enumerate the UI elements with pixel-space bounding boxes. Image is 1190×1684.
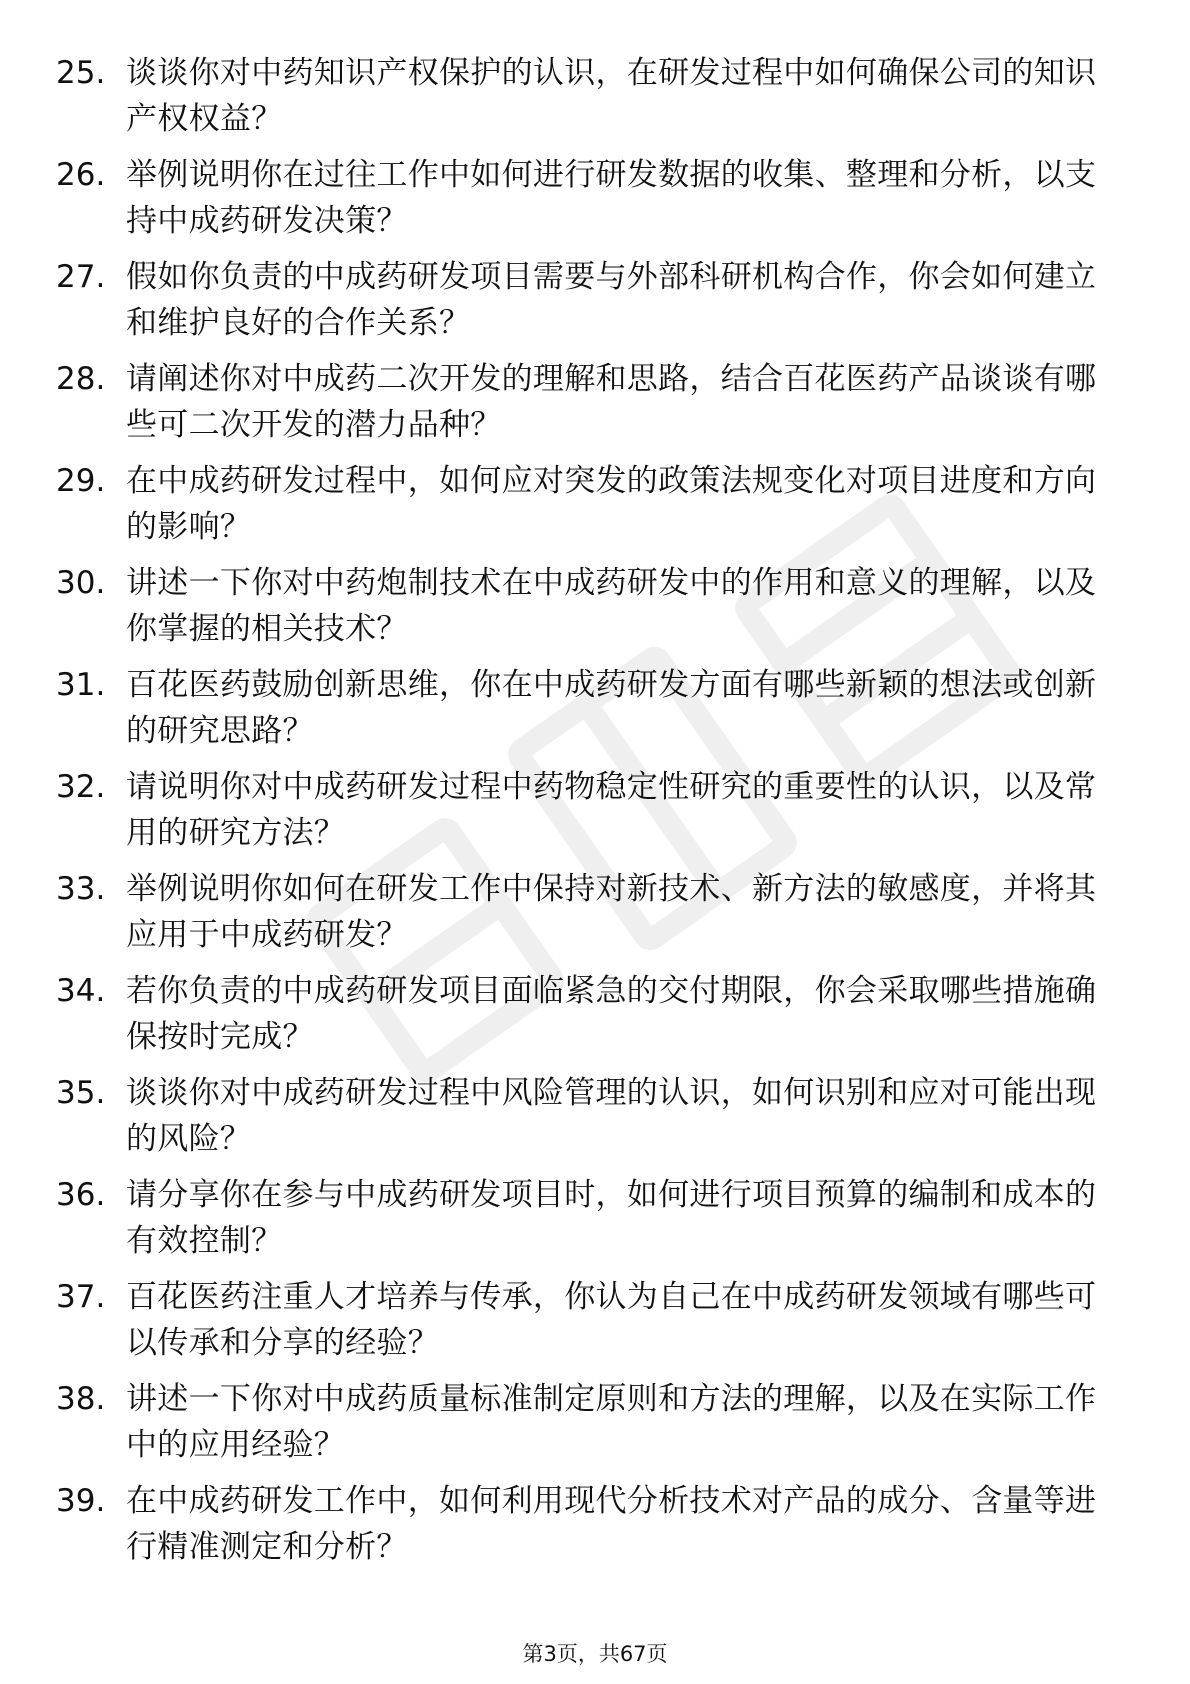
- question-number: 28.: [56, 361, 106, 397]
- question-item: [0, 254, 1190, 356]
- question-number: 38.: [56, 1381, 106, 1417]
- question-text: 讲述一下你对中成药质量标准制定原则和方法的理解，以及在实际工作中的应用经验？: [126, 1381, 1097, 1463]
- question-text: 讲述一下你对中药炮制技术在中成药研发中的作用和意义的理解，以及你掌握的相关技术？: [126, 565, 1097, 647]
- question-text: 在中成药研发工作中，如何利用现代分析技术对产品的成分、含量等进行精准测定和分析？: [126, 1483, 1097, 1565]
- page-footer: 第3页，共67页: [522, 1642, 668, 1666]
- question-item: [0, 1376, 1190, 1478]
- question-item: [0, 764, 1190, 866]
- question-text: 假如你负责的中成药研发项目需要与外部科研机构合作，你会如何建立和维护良好的合作关系？: [126, 259, 1097, 341]
- question-number: 26.: [56, 157, 106, 193]
- question-text: 举例说明你如何在研发工作中保持对新技术、新方法的敏感度，并将其应用于中成药研发？: [126, 871, 1097, 953]
- question-item: [0, 458, 1190, 560]
- question-text: 若你负责的中成药研发项目面临紧急的交付期限，你会采取哪些措施确保按时完成？: [126, 973, 1097, 1055]
- question-number: 35.: [56, 1075, 106, 1111]
- question-number: 37.: [56, 1279, 106, 1315]
- question-number: 33.: [56, 871, 106, 907]
- question-item: [0, 152, 1190, 254]
- question-number: 30.: [56, 565, 106, 601]
- question-item: [0, 50, 1190, 152]
- question-number: 25.: [56, 55, 106, 91]
- question-text: 谈谈你对中药知识产权保护的认识，在研发过程中如何确保公司的知识产权权益？: [126, 55, 1097, 137]
- question-text: 请分享你在参与中成药研发项目时，如何进行项目预算的编制和成本的有效控制？: [126, 1177, 1097, 1259]
- question-text: 在中成药研发过程中，如何应对突发的政策法规变化对项目进度和方向的影响？: [126, 463, 1097, 545]
- question-text: 百花医药鼓励创新思维，你在中成药研发方面有哪些新颖的想法或创新的研究思路？: [126, 667, 1097, 749]
- question-number: 39.: [56, 1483, 106, 1519]
- question-item: [0, 1070, 1190, 1172]
- question-item: [0, 866, 1190, 968]
- question-number: 29.: [56, 463, 106, 499]
- question-list: [0, 50, 1190, 1580]
- question-text: 请阐述你对中成药二次开发的理解和思路，结合百花医药产品谈谈有哪些可二次开发的潜力品种？: [126, 361, 1097, 443]
- question-number: 31.: [56, 667, 106, 703]
- question-item: [0, 1478, 1190, 1580]
- question-number: 27.: [56, 259, 106, 295]
- question-item: [0, 560, 1190, 662]
- question-item: [0, 1274, 1190, 1376]
- question-number: 36.: [56, 1177, 106, 1213]
- question-item: [0, 1172, 1190, 1274]
- question-number: 32.: [56, 769, 106, 805]
- question-item: [0, 968, 1190, 1070]
- question-item: [0, 662, 1190, 764]
- question-text: 请说明你对中成药研发过程中药物稳定性研究的重要性的认识，以及常用的研究方法？: [126, 769, 1097, 851]
- question-text: 谈谈你对中成药研发过程中风险管理的认识，如何识别和应对可能出现的风险？: [126, 1075, 1097, 1157]
- question-item: [0, 356, 1190, 458]
- question-text: 百花医药注重人才培养与传承，你认为自己在中成药研发领域有哪些可以传承和分享的经验？: [126, 1279, 1097, 1361]
- question-text: 举例说明你在过往工作中如何进行研发数据的收集、整理和分析，以支持中成药研发决策？: [126, 157, 1097, 239]
- question-number: 34.: [56, 973, 106, 1009]
